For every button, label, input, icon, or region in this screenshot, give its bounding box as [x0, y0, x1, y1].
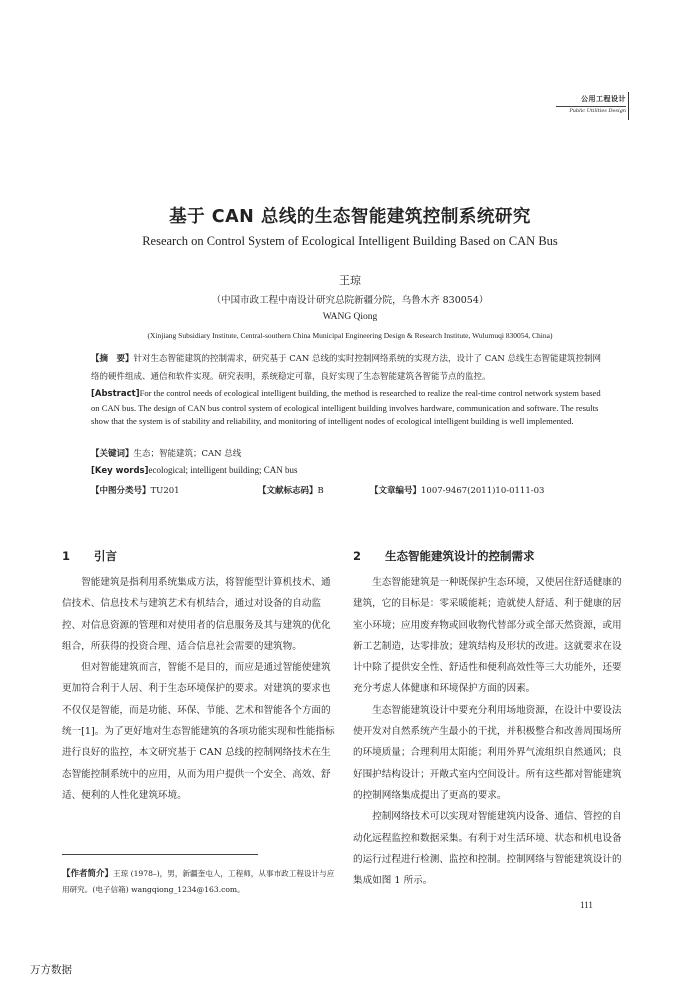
- section-1-heading: [62, 548, 338, 564]
- section-1-title: 引言: [94, 549, 117, 563]
- right-column: [353, 548, 629, 891]
- header-rule: [628, 92, 629, 120]
- section-2-number: 2: [353, 549, 362, 563]
- section-1-number: 1: [62, 549, 71, 563]
- clc-label: 【中图分类号】: [91, 486, 151, 496]
- paper-title-cn: 基于 CAN 总线的生态智能建筑控制系统研究: [169, 207, 531, 227]
- author-name-cn: 王琼: [339, 274, 361, 287]
- keywords-cn: [91, 447, 609, 459]
- section-2-heading: [353, 548, 629, 564]
- keywords-en: [91, 465, 609, 476]
- keywords-cn-label: 【关键词】: [91, 449, 134, 459]
- paper-title-en: Research on Control System of Ecological Intelligent Building Based on CAN Bus: [142, 234, 558, 248]
- article-number-value: 1007-9467(2011)10-0111-03: [421, 486, 545, 496]
- abstract-cn-text: 针对生态智能建筑的控制需求，研究基于 CAN 总线的实时控制网络系统的实现方法，设计了 CAN 总线生态智能建筑控制网络的硬件组成、通信和软件实现。研究表明，系统稳定可靠，良好实现了生态智能建筑各智能节点的监控。: [91, 354, 601, 382]
- page-number: 111: [580, 900, 593, 910]
- abstract-cn: [91, 350, 609, 386]
- left-column: [62, 548, 338, 806]
- document-code: [258, 484, 324, 496]
- footnote-rule: [62, 854, 258, 855]
- footnote-label: 【作者简介】: [62, 869, 114, 879]
- keywords-en-label: [Key words]: [91, 466, 149, 476]
- clc-number: [91, 484, 180, 496]
- journal-name-cn: 公用工程设计: [581, 95, 626, 103]
- abstract-en: [91, 387, 609, 429]
- doc-code-value: B: [317, 486, 324, 496]
- abstract-en-label: [Abstract]: [91, 389, 140, 399]
- affiliation-cn: （中国市政工程中南设计研究总院新疆分院，乌鲁木齐 830054）: [211, 295, 489, 306]
- keywords-cn-text: 生态；智能建筑；CAN 总线: [133, 449, 242, 459]
- doc-code-label: 【文献标志码】: [258, 486, 318, 496]
- author-footnote: [62, 866, 338, 898]
- author-name-en: WANG Qiong: [322, 312, 378, 322]
- section-2-paragraph-3: 控制网络技术可以实现对智能建筑内设备、通信、管控的自动化远程监控和数据采集。有利于对生活环境、状态和机电设备的运行过程进行检测、监控和控制。控制网络与智能建筑设计的集成如图 1 所示。: [353, 811, 622, 887]
- affiliation-en: (Xinjiang Subsidiary Institute, Central-southern China Municipal Engineering Design & Research Institute, Wulumuqi 830054, China): [147, 331, 553, 340]
- footnote-text: 王琼 (1978–)，男，新疆奎屯人，工程师，从事市政工程设计与应用研究。(电子信箱) wangqiong_1234@163.com。: [62, 869, 335, 894]
- section-1-paragraph-2: 但对智能建筑而言，智能不是目的，而应是通过智能使建筑更加符合利于人居、利于生态环境保护的要求。对建筑的要求也不仅仅是智能，而是功能、环保、节能、艺术和智能各个方面的统一[1]。为了更好地对生态智能建筑的各项功能实现和性能指标进行良好的监控，本文研究基于 CAN 总线的控制网络技术在生态智能控制系统中的应用，从而为用户提供一个安全、高效、舒适、便利的人性化建筑环境。: [62, 662, 335, 801]
- article-number: [370, 484, 544, 496]
- article-number-label: 【文章编号】: [370, 486, 422, 496]
- abstract-cn-label: 【摘 要】: [91, 354, 134, 364]
- section-1-paragraph-1: 智能建筑是指利用系统集成方法，将智能型计算机技术、通信技术、信息技术与建筑艺术有机结合，通过对设备的自动监控、对信息资源的管理和对使用者的信息服务及其与建筑的优化组合，所获得的投资合理、适合信息社会需要的建筑物。: [62, 577, 331, 652]
- abstract-en-text: For the control needs of ecological intelligent building, the method is researched to realize the real-time control network system based on CAN bus. The design of CAN bus control system of ecological intelligent building involves hardware, communication and software. The results show that the system is of stability and reliability, and monitoring of intelligent nodes of ecological intelligent building is well implemented.: [91, 388, 601, 426]
- section-2-paragraph-2: 生态智能建筑设计中要充分利用场地资源，在设计中要设法使开发对自然系统产生最小的干扰，并积极整合和改善周围场所的环境质量；合理利用太阳能；利用外界气流组织自然通风；良好围护结构设计；开敞式室内空间设计。所有这些都对智能建筑的控制网络集成提出了更高的要求。: [353, 704, 622, 801]
- section-2-paragraph-1: 生态智能建筑是一种既保护生态环境，又使居住舒适健康的建筑，它的目标是：零采暖能耗；造就使人舒适、利于健康的居室小环境；应用废弃物或回收物代替部分或全部天然资源，或用新工艺制造，达零排放；建筑结构及形状的改进。这就要求在设计中除了提供安全性、舒适性和便利高效性等三大功能外，还要充分考虑人体健康和环境保护方面的因素。: [353, 577, 622, 695]
- keywords-en-text: ecological; intelligent building; CAN bus: [148, 465, 298, 475]
- clc-value: TU201: [150, 486, 180, 496]
- running-header: [556, 94, 626, 114]
- watermark: 万方数据: [30, 964, 72, 976]
- journal-name-en: Public Utilities Design: [556, 106, 626, 114]
- section-2-title: 生态智能建筑设计的控制需求: [385, 549, 535, 563]
